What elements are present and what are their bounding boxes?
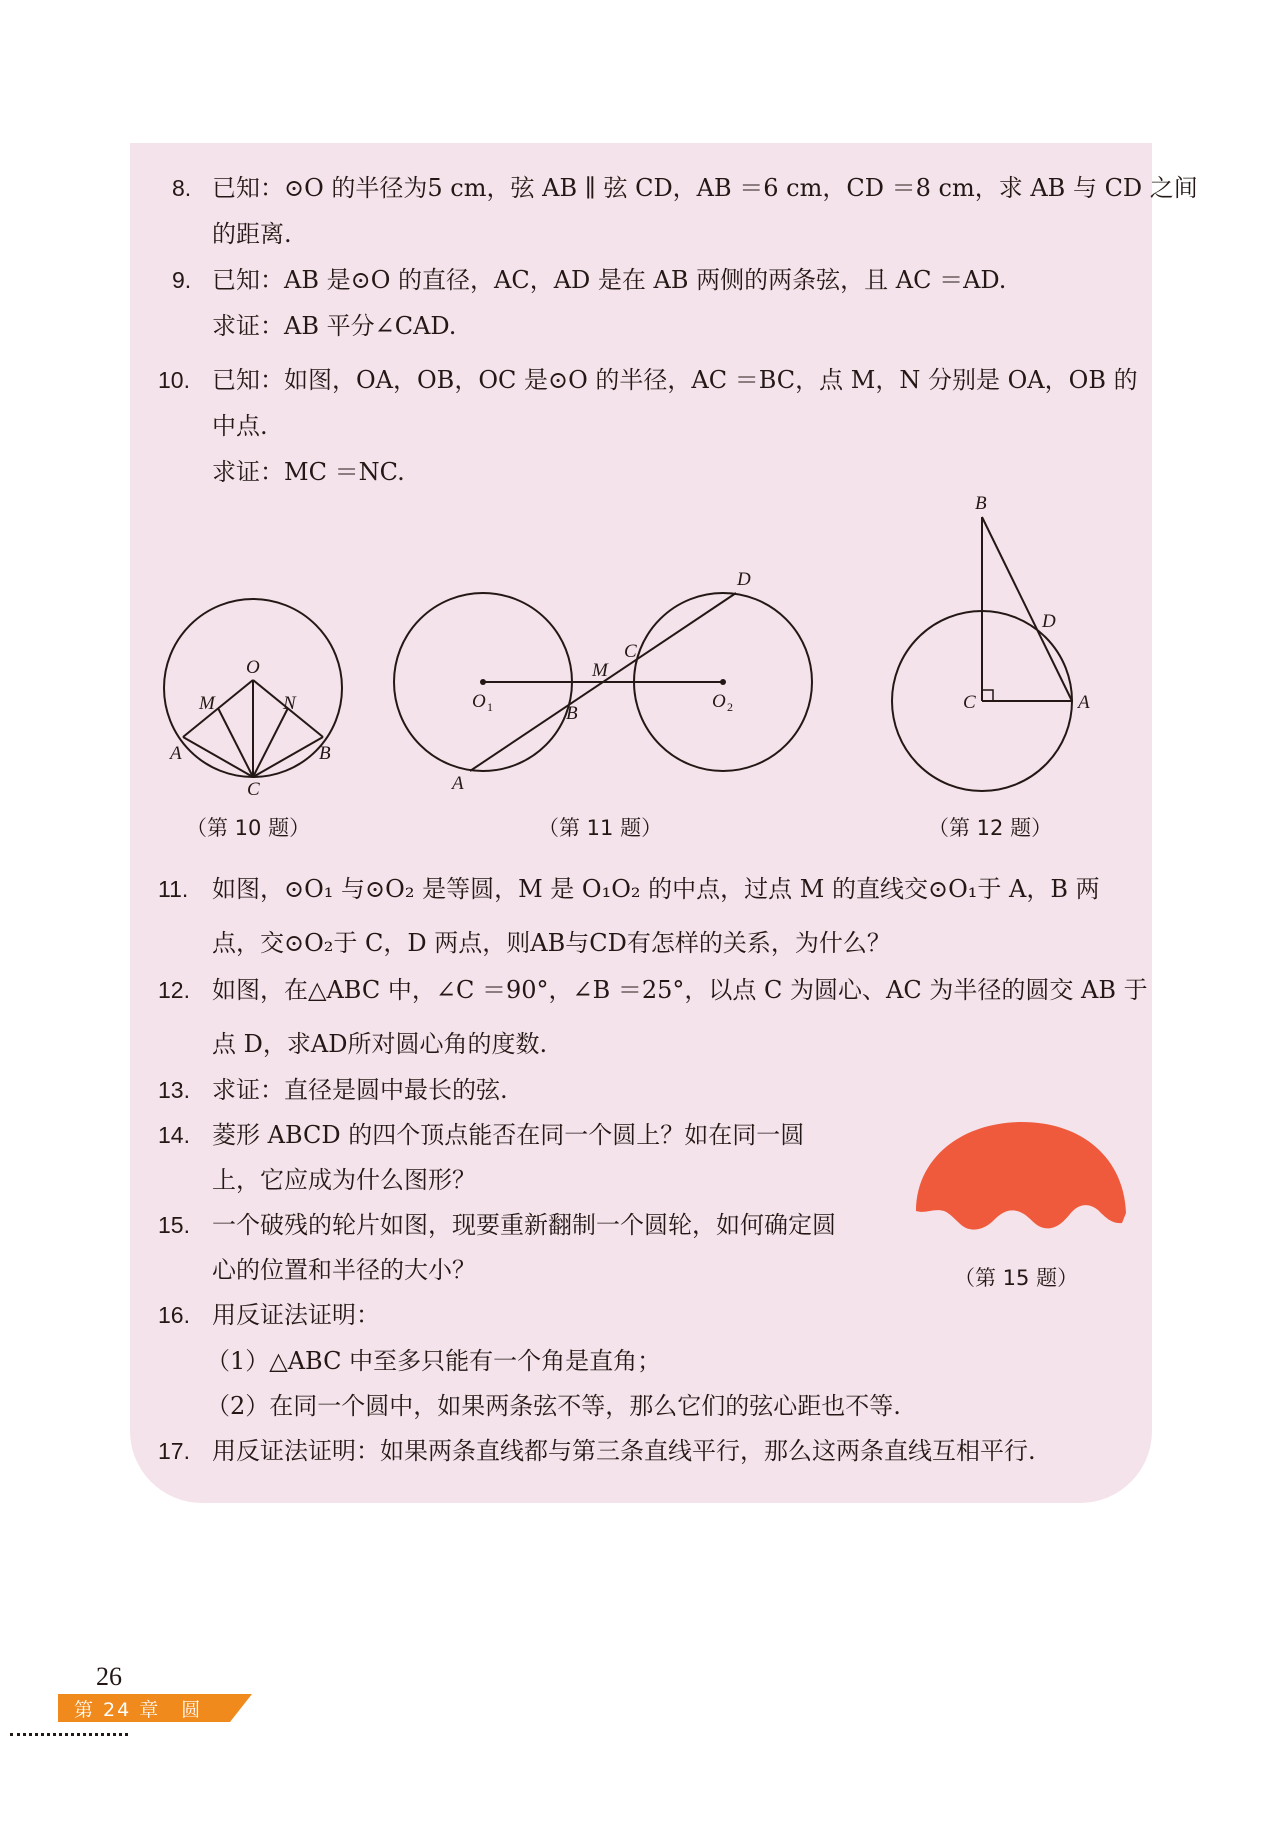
fig11-label-o1: O xyxy=(472,691,486,712)
fig12-label-d: D xyxy=(1042,611,1056,632)
problem-11-number: 11. xyxy=(158,876,189,902)
problem-10-number: 10. xyxy=(158,367,190,393)
wheel-shape xyxy=(916,1122,1126,1230)
fig12-ba xyxy=(982,517,1072,701)
problem-12-line-2: 点 D，求AD所对圆心角的度数. xyxy=(212,1030,548,1058)
fig11-label-o1-sub: 1 xyxy=(487,700,493,714)
problem-17-line-1: 用反证法证明：如果两条直线都与第三条直线平行，那么这两条直线互相平行. xyxy=(212,1437,1036,1465)
fig10-label-m: M xyxy=(199,693,215,714)
problem-11-line-2: 点，交⊙O₂于 C，D 两点，则AB与CD有怎样的关系，为什么？ xyxy=(212,929,891,957)
fig11-label-o2-sub: 2 xyxy=(727,700,733,714)
problem-9-line-1: 已知：AB 是⊙O 的直径，AC，AD 是在 AB 两侧的两条弦，且 AC ＝AD. xyxy=(212,266,1007,294)
problem-9-number: 9. xyxy=(172,267,192,293)
fig10-label-o: O xyxy=(246,657,260,678)
problem-11-line-1: 如图，⊙O₁ 与⊙O₂ 是等圆，M 是 O₁O₂ 的中点，过点 M 的直线交⊙O₁于 A，B 两 xyxy=(212,875,1100,903)
fig10-label-n: N xyxy=(283,693,296,714)
problem-15-number: 15. xyxy=(158,1212,190,1238)
fig11-label-o2: O xyxy=(712,691,726,712)
fig11-label-b: B xyxy=(566,703,578,724)
problem-16-line-2: （1）△ABC 中至多只能有一个角是直角； xyxy=(206,1347,662,1375)
caption-fig-12: （第 12 题） xyxy=(928,816,1053,840)
caption-fig-10: （第 10 题） xyxy=(186,816,311,840)
page-number: 26 xyxy=(96,1662,122,1691)
dotted-rule xyxy=(10,1733,128,1736)
problem-9-line-2: 求证：AB 平分∠CAD. xyxy=(212,312,457,340)
fig12-label-a: A xyxy=(1078,692,1090,713)
problem-16-number: 16. xyxy=(158,1302,190,1328)
problem-16-line-1: 用反证法证明： xyxy=(212,1301,380,1329)
problem-8-line-2: 的距离. xyxy=(212,220,292,248)
problem-13-number: 13. xyxy=(158,1077,190,1103)
problem-10-line-3: 求证：MC ＝NC. xyxy=(212,458,405,486)
problem-14-line-1: 菱形 ABCD 的四个顶点能否在同一个圆上？如在同一圆 xyxy=(212,1121,805,1149)
figure-11 xyxy=(390,560,820,800)
fig10-label-c: C xyxy=(247,779,260,795)
problem-14-line-2: 上，它应成为什么图形？ xyxy=(212,1166,476,1194)
problem-8-number: 8. xyxy=(172,175,192,201)
chapter-label: 第 24 章 圆 xyxy=(74,1699,203,1721)
fig11-label-d: D xyxy=(737,569,751,590)
problem-16-line-3: （2）在同一个圆中，如果两条弦不等，那么它们的弦心距也不等. xyxy=(206,1392,901,1420)
figure-15-broken-wheel xyxy=(912,1118,1134,1240)
problem-13-line-1: 求证：直径是圆中最长的弦. xyxy=(212,1076,508,1104)
fig12-label-c: C xyxy=(963,692,976,713)
fig11-label-c: C xyxy=(624,641,637,662)
fig11-point-o2 xyxy=(720,679,726,685)
fig12-label-b: B xyxy=(975,493,987,514)
problem-10-line-2: 中点. xyxy=(212,412,268,440)
problem-15-line-1: 一个破残的轮片如图，现要重新翻制一个圆轮，如何确定圆 xyxy=(212,1211,836,1239)
problem-14-number: 14. xyxy=(158,1122,190,1148)
figure-10 xyxy=(150,585,360,795)
fig11-label-m: M xyxy=(592,660,608,681)
fig10-label-b: B xyxy=(319,743,331,764)
fig11-point-o1 xyxy=(480,679,486,685)
problem-15-line-2: 心的位置和半径的大小？ xyxy=(212,1256,476,1284)
fig10-label-a: A xyxy=(170,743,182,764)
problem-10-line-1: 已知：如图，OA，OB，OC 是⊙O 的半径，AC ＝BC，点 M，N 分别是 OA，OB 的 xyxy=(212,366,1138,394)
caption-fig-11: （第 11 题） xyxy=(538,816,663,840)
problem-12-line-1: 如图，在△ABC 中，∠C ＝90°，∠B ＝25°，以点 C 为圆心、AC 为半径的圆交 AB 于 xyxy=(212,976,1148,1004)
problem-8-line-1: 已知：⊙O 的半径为5 cm，弦 AB ∥ 弦 CD，AB ＝6 cm，CD ＝8 cm，求 AB 与 CD 之间 xyxy=(212,174,1198,202)
fig11-label-a: A xyxy=(452,773,464,794)
figure-12 xyxy=(875,485,1110,800)
fig12-right-angle-mark xyxy=(982,690,993,701)
problem-17-number: 17. xyxy=(158,1438,190,1464)
caption-fig-15: （第 15 题） xyxy=(954,1266,1079,1290)
problem-12-number: 12. xyxy=(158,977,190,1003)
